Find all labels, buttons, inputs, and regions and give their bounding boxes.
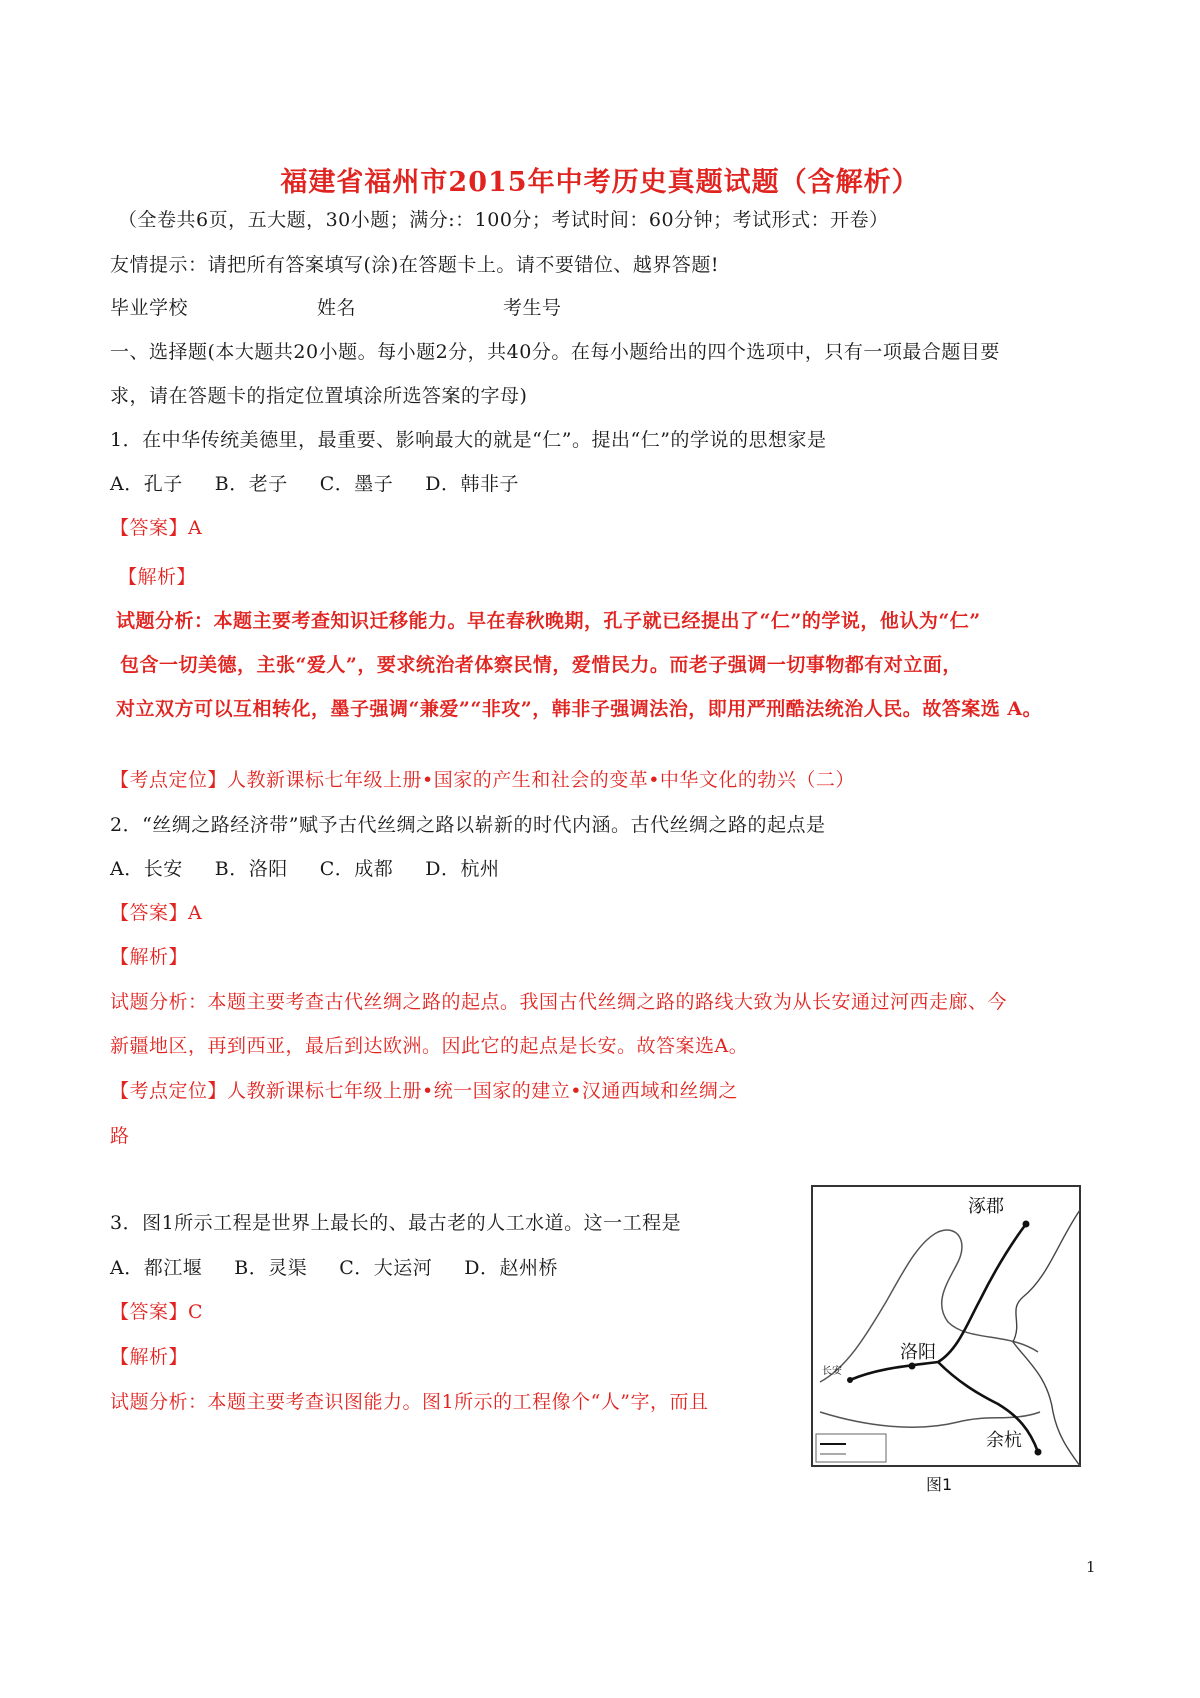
question-1-analysis-line: 包含一切美德，主张“爱人”，要求统治者体察民情，爱惜民力。而老子强调一切事物都有对立面， bbox=[120, 654, 962, 676]
map-label-yuhang: 余杭 bbox=[986, 1430, 1022, 1451]
option-d: D．杭州 bbox=[425, 858, 500, 880]
question-1-answer: 【答案】A bbox=[110, 517, 203, 539]
exam-info: （全卷共6页，五大题，30小题；满分:：100分；考试时间：60分钟；考试形式：开卷） bbox=[118, 209, 889, 231]
question-2-analysis-line: 新疆地区，再到西亚，最后到达欧洲。因此它的起点是长安。故答案选A。 bbox=[110, 1035, 749, 1057]
option-a: A．都江堰 bbox=[110, 1257, 203, 1279]
option-a: A．长安 bbox=[110, 858, 183, 880]
option-b: B．老子 bbox=[214, 473, 288, 495]
question-3-options bbox=[110, 1253, 590, 1280]
question-1-analysis-label: 【解析】 bbox=[118, 566, 197, 588]
friendly-tip: 友情提示：请把所有答案填写(涂)在答题卡上。请不要错位、越界答题! bbox=[110, 254, 719, 276]
question-1-stem: 1．在中华传统美德里，最重要、影响最大的就是“仁”。提出“仁”的学说的思想家是 bbox=[110, 429, 827, 451]
question-2-kaodian: 【考点定位】人教新课标七年级上册•统一国家的建立•汉通西域和丝绸之 bbox=[110, 1080, 738, 1102]
map-label-zhuojun: 涿郡 bbox=[968, 1196, 1004, 1217]
name-field-label: 姓名 bbox=[317, 297, 357, 319]
option-b: B．灵渠 bbox=[234, 1257, 308, 1279]
question-2-answer: 【答案】A bbox=[110, 902, 203, 924]
question-2-options bbox=[110, 854, 531, 881]
map-label-changan: 长安 bbox=[822, 1366, 842, 1377]
option-b: B．洛阳 bbox=[214, 858, 288, 880]
question-2-analysis-line: 试题分析：本题主要考查古代丝绸之路的起点。我国古代丝绸之路的路线大致为从长安通过河西走廊、今 bbox=[110, 991, 1008, 1013]
page-number: 1 bbox=[1086, 1558, 1096, 1576]
question-1-kaodian: 【考点定位】人教新课标七年级上册•国家的产生和社会的变革•中华文化的勃兴（二） bbox=[110, 769, 855, 791]
school-field-label: 毕业学校 bbox=[110, 297, 189, 319]
section1-heading-cont: 求，请在答题卡的指定位置填涂所选答案的字母) bbox=[110, 385, 528, 407]
question-2-analysis-label: 【解析】 bbox=[110, 946, 189, 968]
question-3-analysis-label: 【解析】 bbox=[110, 1346, 189, 1368]
question-1-analysis-line: 试题分析：本题主要考查知识迁移能力。早在春秋晚期，孔子就已经提出了“仁”的学说，他认为“仁” bbox=[116, 610, 981, 632]
option-c: C．成都 bbox=[319, 858, 394, 880]
question-3-stem: 3．图1所示工程是世界上最长的、最古老的人工水道。这一工程是 bbox=[110, 1212, 682, 1234]
grand-canal-map-figure bbox=[808, 1182, 1140, 1496]
map-label-luoyang: 洛阳 bbox=[900, 1342, 936, 1363]
option-c: C．墨子 bbox=[319, 473, 394, 495]
option-d: D．赵州桥 bbox=[464, 1257, 558, 1279]
option-d: D．韩非子 bbox=[425, 473, 519, 495]
canal-map-image bbox=[808, 1182, 1140, 1496]
page-title: 福建省福州市2015年中考历史真题试题（含解析） bbox=[280, 167, 920, 198]
question-2-stem: 2．“丝绸之路经济带”赋予古代丝绸之路以崭新的时代内涵。古代丝绸之路的起点是 bbox=[110, 814, 826, 836]
section1-heading: 一、选择题(本大题共20小题。每小题2分，共40分。在每小题给出的四个选项中，只有一项最合题目要 bbox=[110, 341, 1000, 363]
question-1-options bbox=[110, 469, 551, 496]
question-3-analysis-line: 试题分析：本题主要考查识图能力。图1所示的工程像个“人”字，而且 bbox=[110, 1391, 709, 1413]
figure-caption: 图1 bbox=[926, 1475, 953, 1494]
question-2-kaodian-cont: 路 bbox=[110, 1125, 130, 1147]
option-c: C．大运河 bbox=[339, 1257, 433, 1279]
question-1-analysis-line: 对立双方可以互相转化，墨子强调“兼爱”“非攻”，韩非子强调法治，即用严刑酷法统治人民。故答案选 A。 bbox=[116, 698, 1043, 720]
student-id-field-label: 考生号 bbox=[503, 297, 562, 319]
question-3-answer: 【答案】C bbox=[110, 1301, 204, 1323]
option-a: A．孔子 bbox=[110, 473, 183, 495]
